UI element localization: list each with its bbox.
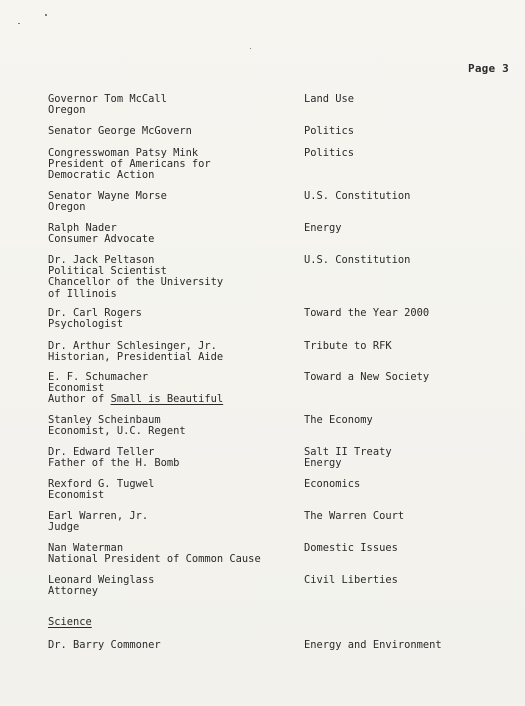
speaker-description: Psychologist — [48, 318, 124, 331]
speaker-name: Dr. Jack Peltason — [48, 254, 155, 266]
speaker-info — [48, 543, 298, 565]
speaker-info — [48, 148, 298, 182]
speaker-name: Dr. Barry Commoner — [48, 639, 161, 651]
speaker-description: of Illinois — [48, 287, 117, 300]
speaker-topic: Civil Liberties — [304, 574, 398, 586]
scan-speck — [18, 23, 20, 24]
speaker-name: Leonard Weinglass — [48, 574, 155, 586]
speaker-name: Nan Waterman — [48, 542, 124, 554]
speaker-topic: Energy and Environment — [304, 639, 442, 651]
speaker-description: Economist, U.C. Regent — [48, 425, 186, 438]
speaker-description: Chancellor of the University — [48, 276, 224, 289]
speaker-info — [48, 191, 298, 213]
speaker-name: Earl Warren, Jr. — [48, 510, 149, 522]
speaker-description: Democratic Action — [48, 169, 155, 182]
speaker-description: Historian, Presidential Aide — [48, 351, 224, 364]
speaker-topic: Toward a New Society — [304, 371, 430, 383]
speaker-description: Oregon — [48, 104, 86, 117]
speaker-topic: Tribute to RFK — [304, 340, 392, 352]
speaker-description: National President of Common Cause — [48, 553, 261, 566]
speaker-info — [48, 94, 298, 116]
speaker-name: Congresswoman Patsy Mink — [48, 147, 199, 159]
speaker-name: Senator Wayne Morse — [48, 190, 167, 202]
section-heading-science: Science — [48, 616, 92, 628]
page-number: Page 3 — [468, 62, 509, 75]
speaker-topic-line: Salt II Treaty — [304, 446, 392, 458]
speaker-name: Dr. Edward Teller — [48, 446, 155, 458]
speaker-info — [48, 479, 298, 501]
speaker-topic: Domestic Issues — [304, 542, 398, 554]
speaker-info — [48, 223, 298, 245]
speaker-name: Rexford G. Tugwel — [48, 478, 155, 490]
speaker-topic: Politics — [304, 125, 355, 137]
speaker-name: Governor Tom McCall — [48, 93, 167, 105]
speaker-description: Oregon — [48, 201, 86, 214]
speaker-description: Attorney — [48, 585, 99, 598]
speaker-info — [48, 341, 298, 363]
speaker-info — [48, 126, 298, 137]
book-title: Small is Beautiful — [110, 393, 224, 406]
speaker-topic: Politics — [304, 147, 355, 159]
speaker-description: Consumer Advocate — [48, 233, 155, 246]
speaker-description: Judge — [48, 521, 80, 534]
speaker-info — [48, 447, 298, 469]
speaker-name: Ralph Nader — [48, 222, 117, 234]
speaker-name: Senator George McGovern — [48, 125, 192, 137]
scan-speck — [45, 14, 47, 16]
speaker-description — [48, 394, 298, 405]
speaker-info — [48, 415, 298, 437]
speaker-name: Dr. Arthur Schlesinger, Jr. — [48, 340, 217, 352]
speaker-description: Economist — [48, 382, 105, 395]
speaker-topic-line: Energy — [304, 457, 342, 470]
speaker-topic: The Warren Court — [304, 510, 405, 522]
speaker-info — [48, 308, 298, 330]
speaker-name: E. F. Schumacher — [48, 371, 149, 383]
speaker-info — [48, 575, 298, 597]
speaker-info — [48, 255, 298, 300]
speaker-topic: Toward the Year 2000 — [304, 307, 430, 319]
speaker-info — [48, 511, 298, 533]
speaker-info — [48, 640, 298, 651]
speaker-topic: Economics — [304, 478, 361, 490]
speaker-info — [48, 372, 298, 406]
speaker-topic: The Economy — [304, 414, 373, 426]
speaker-description: Economist — [48, 489, 105, 502]
speaker-description: Political Scientist — [48, 265, 167, 278]
speaker-topic: U.S. Constitution — [304, 254, 411, 266]
author-prefix: Author of — [48, 393, 111, 406]
speaker-topic — [304, 447, 504, 469]
speaker-name: Stanley Scheinbaum — [48, 414, 161, 426]
speaker-description: President of Americans for — [48, 158, 211, 171]
scan-speck — [250, 48, 251, 49]
speaker-description: Father of the H. Bomb — [48, 457, 180, 470]
speaker-topic: Energy — [304, 222, 342, 234]
speaker-topic: U.S. Constitution — [304, 190, 411, 202]
speaker-name: Dr. Carl Rogers — [48, 307, 142, 319]
speaker-topic: Land Use — [304, 93, 355, 105]
